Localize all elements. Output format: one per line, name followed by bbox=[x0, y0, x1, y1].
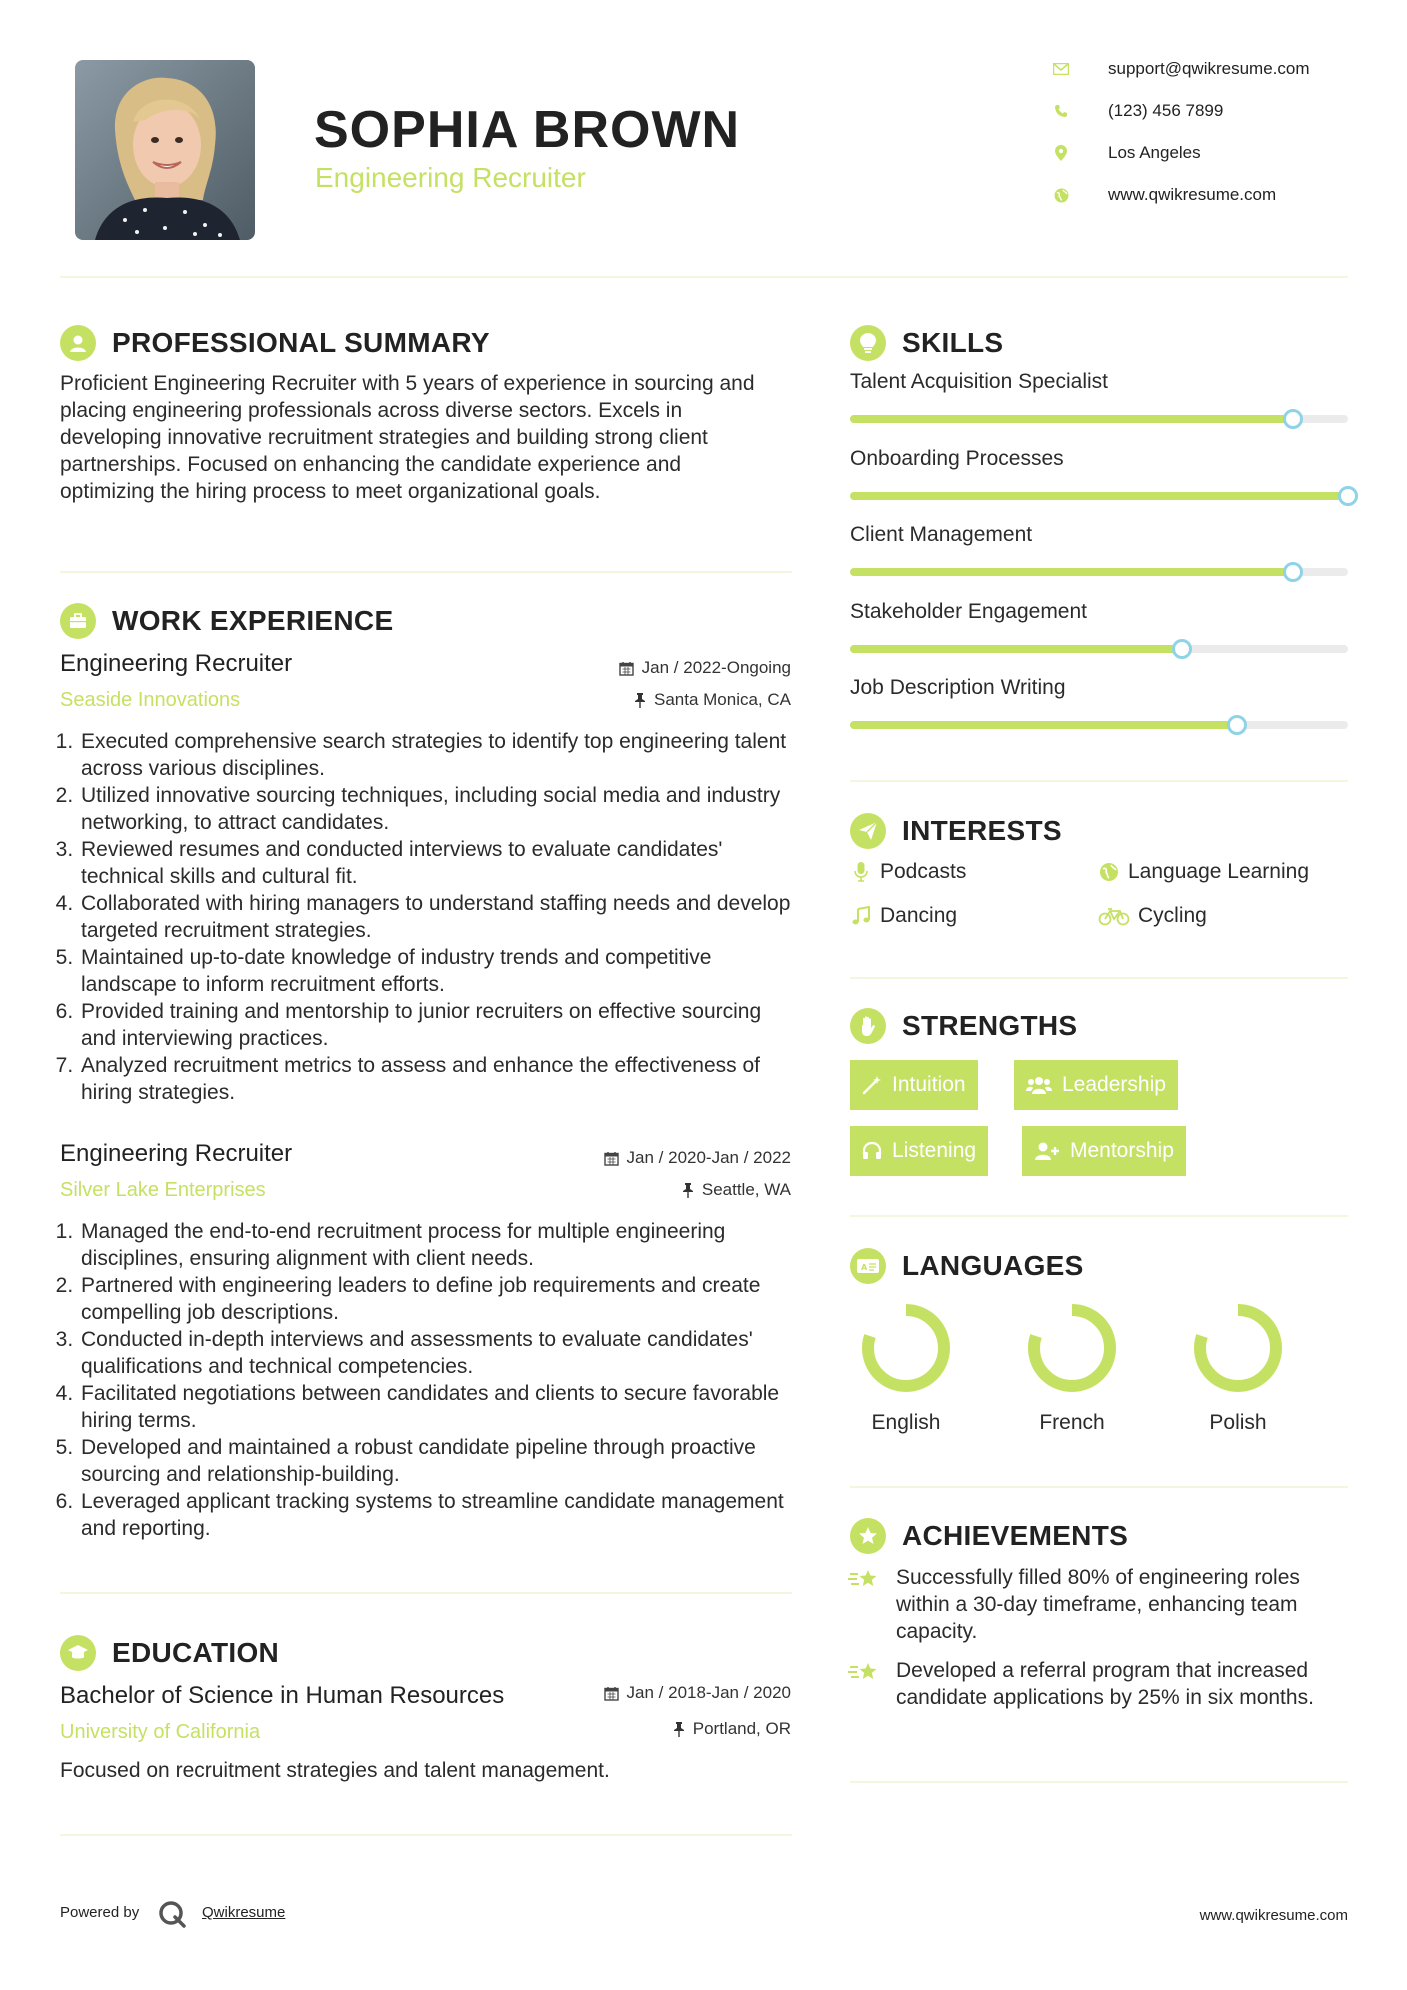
job-1-company: Seaside Innovations bbox=[60, 689, 241, 711]
job-2-company: Silver Lake Enterprises bbox=[60, 1179, 266, 1201]
strength-tag bbox=[1014, 1060, 1178, 1110]
skill-name: Stakeholder Engagement bbox=[850, 599, 1087, 623]
skill-bar bbox=[850, 645, 1348, 653]
calendar-icon bbox=[604, 1686, 619, 1701]
skills-divider bbox=[850, 780, 1348, 782]
job-2-location-text: Seattle, WA bbox=[701, 1180, 791, 1199]
pushpin-icon bbox=[634, 693, 646, 708]
job-2-title: Engineering Recruiter bbox=[60, 1140, 293, 1167]
skill-bar bbox=[850, 415, 1348, 423]
strengths-heading bbox=[850, 1008, 1077, 1044]
skill-name: Onboarding Processes bbox=[850, 446, 1064, 470]
language-item bbox=[1178, 1298, 1298, 1448]
job-1-title: Engineering Recruiter bbox=[60, 650, 293, 677]
interest-item bbox=[1098, 860, 1309, 884]
skill-item bbox=[850, 600, 1348, 677]
job-2-duties bbox=[60, 1218, 800, 1542]
users-icon bbox=[1026, 1075, 1052, 1095]
strength-tag bbox=[850, 1126, 988, 1176]
interest-label: Dancing bbox=[880, 904, 958, 927]
duty-item: 5. Maintained up-to-date knowledge of industry trends and competitive landscape to inform recruitment efforts. bbox=[79, 944, 800, 998]
skill-bar-fill bbox=[850, 568, 1293, 576]
education-divider bbox=[60, 1834, 792, 1836]
shooting-star-icon bbox=[848, 1566, 882, 1599]
job-1-location-text: Santa Monica, CA bbox=[653, 690, 791, 709]
pushpin-icon bbox=[682, 1183, 694, 1198]
interests-divider bbox=[850, 977, 1348, 979]
header-divider bbox=[60, 276, 1348, 278]
language-name: Polish bbox=[1209, 1411, 1267, 1434]
language-item bbox=[1012, 1298, 1132, 1448]
candidate-name: SOPHIA BROWN bbox=[314, 101, 741, 159]
strength-tag bbox=[1022, 1126, 1186, 1176]
summary-divider bbox=[60, 571, 792, 573]
skill-name: Job Description Writing bbox=[850, 676, 1066, 699]
contact-email[interactable] bbox=[1050, 58, 1310, 80]
education-degree: Bachelor of Science in Human Resources bbox=[60, 1682, 505, 1709]
skill-bar-handle[interactable] bbox=[1172, 639, 1192, 659]
shooting-star-icon bbox=[848, 1659, 882, 1692]
duty-item: 4. Collaborated with hiring managers to understand staffing needs and develop targeted recruitment strategies. bbox=[79, 890, 800, 944]
language-ring bbox=[1012, 1298, 1132, 1398]
strength-tag bbox=[850, 1060, 978, 1110]
language-name: French bbox=[1039, 1411, 1105, 1434]
skill-item bbox=[850, 523, 1348, 600]
achievements-heading-text: ACHIEVEMENTS bbox=[902, 1520, 1129, 1551]
job-2-dates-text: Jan / 2020-Jan / 2022 bbox=[626, 1148, 791, 1167]
skill-bar bbox=[850, 568, 1348, 576]
skill-item bbox=[850, 447, 1348, 524]
skill-bar-fill bbox=[850, 415, 1293, 423]
contact-location bbox=[1050, 142, 1201, 164]
strengths-heading-text: STRENGTHS bbox=[902, 1010, 1078, 1041]
footer-website[interactable]: www.qwikresume.com bbox=[1199, 1907, 1348, 1924]
profile-photo bbox=[75, 60, 255, 240]
languages-divider bbox=[850, 1486, 1348, 1488]
skill-bar-fill bbox=[850, 645, 1182, 653]
interests-heading bbox=[850, 813, 1062, 849]
duty-item: 3. Reviewed resumes and conducted interviews to evaluate candidates' technical skills and cultural fit. bbox=[79, 836, 800, 890]
user-plus-icon bbox=[1034, 1141, 1060, 1161]
skill-bar-handle[interactable] bbox=[1227, 715, 1247, 735]
powered-by-label: Powered by bbox=[60, 1904, 140, 1921]
interest-item bbox=[850, 860, 966, 884]
language-name: English bbox=[871, 1411, 941, 1434]
envelope-icon bbox=[1050, 58, 1072, 80]
job-2-location bbox=[491, 1180, 791, 1200]
duty-item: 3. Conducted in-depth interviews and assessments to evaluate candidates' qualifications and technical competencies. bbox=[79, 1326, 800, 1380]
interest-label: Language Learning bbox=[1128, 860, 1310, 883]
skills-list bbox=[850, 370, 1348, 753]
education-heading-text: EDUCATION bbox=[112, 1637, 280, 1668]
job-2-dates bbox=[491, 1148, 791, 1168]
skill-name: Talent Acquisition Specialist bbox=[850, 370, 1108, 393]
calendar-icon bbox=[619, 661, 634, 676]
magic-wand-icon bbox=[862, 1075, 882, 1095]
skills-heading bbox=[850, 325, 1003, 361]
duty-item: 2. Utilized innovative sourcing techniques, including social media and industry networking, to attract candidates. bbox=[79, 782, 800, 836]
education-description: Focused on recruitment strategies and talent management. bbox=[60, 1759, 610, 1782]
briefcase-icon bbox=[60, 603, 96, 639]
summary-heading-text: PROFESSIONAL SUMMARY bbox=[112, 327, 490, 358]
work-divider bbox=[60, 1592, 792, 1594]
language-ring bbox=[846, 1298, 966, 1398]
job-1-dates bbox=[491, 658, 791, 678]
headphones-icon bbox=[862, 1141, 882, 1161]
achievement-item: Developed a referral program that increased candidate applications by 25% in six months. bbox=[896, 1659, 1314, 1709]
music-note-icon bbox=[850, 906, 872, 926]
education-dates-text: Jan / 2018-Jan / 2020 bbox=[626, 1683, 791, 1702]
interest-label: Cycling bbox=[1138, 904, 1207, 927]
strength-label: Intuition bbox=[892, 1073, 966, 1096]
education-location-text: Portland, OR bbox=[692, 1719, 791, 1738]
education-dates bbox=[571, 1683, 791, 1703]
achievements-heading bbox=[850, 1518, 1128, 1554]
contact-email-text: support@qwikresume.com bbox=[1108, 59, 1310, 78]
job-1-duties bbox=[60, 728, 800, 1106]
interest-item bbox=[1098, 904, 1207, 928]
duty-item: 4. Facilitated negotiations between candidates and clients to secure favorable hiring terms. bbox=[79, 1380, 800, 1434]
duty-item: 5. Developed and maintained a robust candidate pipeline through proactive sourcing and relationship-building. bbox=[79, 1434, 800, 1488]
duty-item: 7. Analyzed recruitment metrics to assess and enhance the effectiveness of hiring strategies. bbox=[79, 1052, 800, 1106]
language-icon bbox=[850, 1248, 886, 1284]
skill-item bbox=[850, 370, 1348, 447]
duty-item: 1. Executed comprehensive search strategies to identify top engineering talent across various disciplines. bbox=[79, 728, 800, 782]
contact-phone[interactable] bbox=[1050, 100, 1223, 122]
language-ring bbox=[1178, 1298, 1298, 1398]
skill-name: Client Management bbox=[850, 523, 1033, 546]
summary-text: Proficient Engineering Recruiter with 5 years of experience in sourcing and placing engineering professionals across diverse sectors. Excels in developing innovative recruitment strategies and building strong client partnerships. Focused on enhancing the candidate experience and optimizing the hiring process to meet organizational goals. bbox=[60, 372, 755, 503]
skill-bar bbox=[850, 721, 1348, 729]
skills-heading-text: SKILLS bbox=[902, 327, 1004, 358]
pushpin-icon bbox=[673, 1722, 685, 1737]
work-heading-text: WORK EXPERIENCE bbox=[112, 605, 394, 636]
job-1-dates-text: Jan / 2022-Ongoing bbox=[641, 658, 791, 677]
duty-item: 1. Managed the end-to-end recruitment process for multiple engineering disciplines, ensuring alignment with client needs. bbox=[79, 1218, 800, 1272]
summary-heading bbox=[60, 325, 490, 361]
job-1-location bbox=[491, 690, 791, 710]
svg-text:A: A bbox=[861, 1263, 868, 1272]
languages-list bbox=[846, 1298, 1346, 1448]
strength-label: Leadership bbox=[1062, 1073, 1166, 1096]
contact-location-text: Los Angeles bbox=[1108, 143, 1201, 162]
strength-label: Listening bbox=[892, 1139, 977, 1162]
skill-bar-fill bbox=[850, 492, 1348, 500]
interest-label: Podcasts bbox=[880, 860, 967, 883]
microphone-icon bbox=[850, 862, 872, 882]
skill-bar-handle[interactable] bbox=[1283, 409, 1303, 429]
strengths-divider bbox=[850, 1215, 1348, 1217]
lightbulb-icon bbox=[850, 325, 886, 361]
duty-item: 6. Leveraged applicant tracking systems to streamline candidate management and reporting. bbox=[79, 1488, 800, 1542]
languages-heading-text: LANGUAGES bbox=[902, 1250, 1084, 1281]
strength-label: Mentorship bbox=[1070, 1139, 1174, 1162]
work-heading bbox=[60, 603, 393, 639]
qwikresume-logo-icon bbox=[157, 1899, 187, 1934]
skill-bar-handle[interactable] bbox=[1338, 486, 1358, 506]
education-location bbox=[571, 1719, 791, 1739]
skill-bar-fill bbox=[850, 721, 1237, 729]
achievements-divider bbox=[850, 1781, 1348, 1783]
education-school: University of California bbox=[60, 1721, 261, 1743]
skill-bar-handle[interactable] bbox=[1283, 562, 1303, 582]
hand-icon bbox=[850, 1008, 886, 1044]
phone-icon bbox=[1050, 100, 1072, 122]
globe-icon bbox=[1098, 862, 1120, 882]
contact-phone-text: (123) 456 7899 bbox=[1108, 101, 1224, 120]
duty-item: 2. Partnered with engineering leaders to define job requirements and create compelling job descriptions. bbox=[79, 1272, 800, 1326]
languages-heading bbox=[850, 1248, 1084, 1284]
user-icon bbox=[60, 325, 96, 361]
language-item bbox=[846, 1298, 966, 1448]
bicycle-icon bbox=[1098, 906, 1130, 926]
qwikresume-link[interactable]: Qwikresume bbox=[202, 1904, 286, 1921]
graduation-icon bbox=[60, 1635, 96, 1671]
interests-heading-text: INTERESTS bbox=[902, 815, 1062, 846]
interest-item bbox=[850, 904, 957, 928]
skill-item bbox=[850, 676, 1348, 753]
skill-bar bbox=[850, 492, 1348, 500]
duty-item: 6. Provided training and mentorship to junior recruiters on effective sourcing and interviewing practices. bbox=[79, 998, 800, 1052]
calendar-icon bbox=[604, 1151, 619, 1166]
education-heading bbox=[60, 1635, 279, 1671]
star-badge-icon bbox=[850, 1518, 886, 1554]
globe-icon bbox=[1050, 184, 1072, 206]
achievement-item: Successfully filled 80% of engineering roles within a 30-day timeframe, enhancing team capacity. bbox=[896, 1566, 1300, 1643]
paper-plane-icon bbox=[850, 813, 886, 849]
candidate-role: Engineering Recruiter bbox=[315, 162, 586, 193]
contact-website-text: www.qwikresume.com bbox=[1108, 185, 1277, 204]
map-pin-icon bbox=[1050, 142, 1072, 164]
contact-website[interactable] bbox=[1050, 184, 1276, 206]
